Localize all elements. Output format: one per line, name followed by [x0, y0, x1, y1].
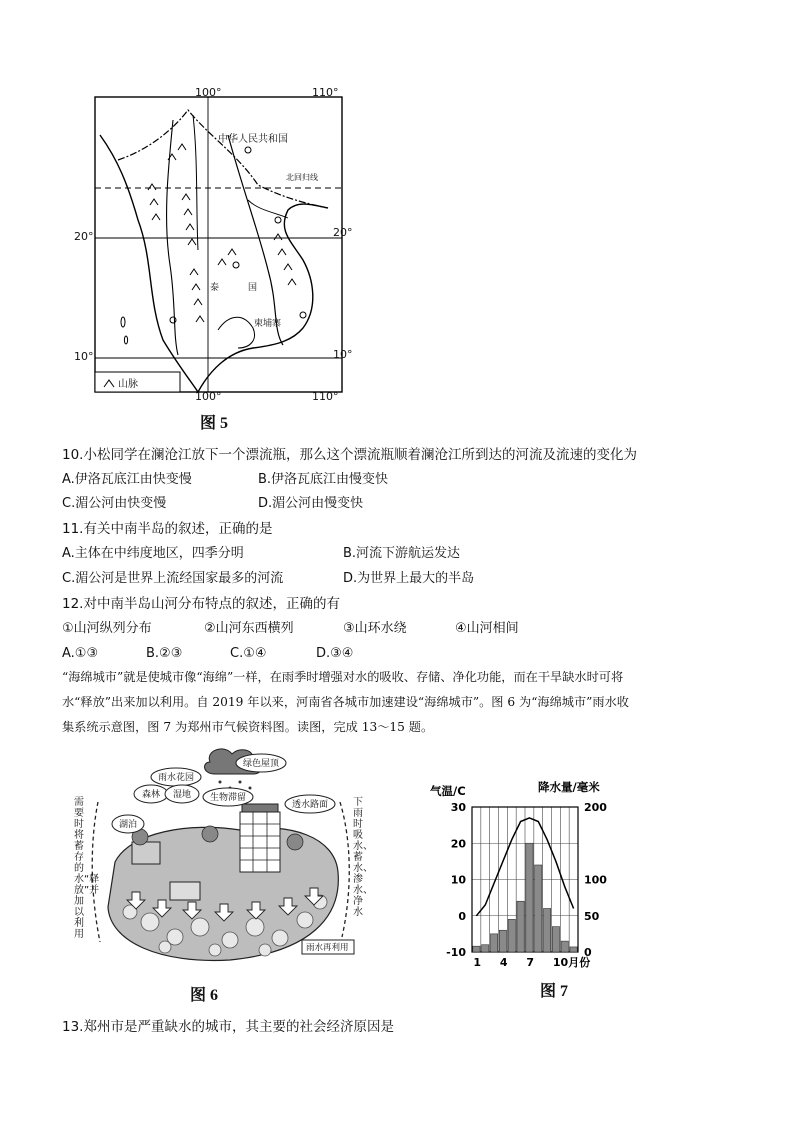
q11-option-d: D.为世界上最大的半岛: [343, 571, 475, 586]
right-tick-label: 100: [584, 873, 607, 887]
q12-option-c: C.①④: [230, 646, 267, 661]
passage-line-2: 水“释放”出来加以利用。自 2019 年以来，河南省各城市加速建设“海绵城市”。图 6 为“海绵城市”雨水收: [62, 695, 629, 709]
thailand-label-2: 国: [248, 283, 258, 293]
q12-item-4: ④山河相间: [455, 621, 519, 636]
figure-6: [70, 742, 373, 1007]
q10-option-b: B.伊洛瓦底江由慢变快: [258, 472, 389, 487]
lon-100-bottom: 100°: [195, 390, 222, 403]
reuse-label: 雨水再利用: [306, 943, 349, 953]
tropic-label: 北回归线: [286, 173, 318, 182]
lon-100-top: 100°: [195, 86, 222, 99]
passage-line-1: “海绵城市”就是使城市像“海绵”一样，在雨季时增强对水的吸收、存储、净化功能，而在干旱缺水时可将: [62, 670, 624, 684]
right-tick-label: 0: [584, 946, 592, 959]
q11-option-a: A.主体在中纬度地区，四季分明: [62, 546, 244, 561]
precip-bar: [490, 934, 497, 952]
figure-5: [74, 86, 353, 435]
precip-bar: [473, 946, 480, 952]
lat-10-right: 10°: [333, 348, 353, 361]
left-tick-label: -10: [446, 946, 466, 959]
question-10-stem: 10.小松同学在澜沧江放下一个漂流瓶，那么这个漂流瓶顺着澜沧江所到达的河流及流速的变化为: [62, 447, 637, 463]
precip-bar: [570, 947, 577, 952]
q12-item-3: ③山环水绕: [343, 621, 407, 636]
x-tick-label: 7: [526, 956, 535, 969]
q11-option-b: B.河流下游航运发达: [343, 546, 461, 561]
precip-bar: [526, 843, 533, 952]
precip-bar: [543, 909, 550, 953]
legend-mountain-label: 山脉: [118, 379, 138, 390]
precip-bar: [508, 919, 515, 952]
wetland-label: 湿地: [173, 790, 192, 800]
china-label: 中华人民共和国: [218, 134, 288, 145]
lat-20-right: 20°: [333, 226, 353, 239]
q10-option-a: A.伊洛瓦底江由快变慢: [62, 472, 192, 487]
precip-bar: [482, 945, 489, 952]
left-vertical-label: 需要时将蓄存的水“释放”并加以利用: [74, 797, 100, 940]
q12-option-b: B.②③: [146, 646, 183, 661]
forest-label: 森林: [142, 790, 161, 800]
thailand-label-1: 泰: [210, 283, 220, 293]
cambodia-label: 柬埔寨: [254, 319, 282, 329]
permeable-road-label: 透水路面: [292, 800, 329, 810]
left-tick-label: 20: [450, 837, 466, 851]
figure-6-caption: 图 6: [190, 987, 219, 1004]
q12-option-d: D.③④: [316, 646, 354, 661]
passage-line-3: 集系统示意图，图 7 为郑州市气候资料图。读图，完成 13～15 题。: [62, 720, 434, 734]
right-tick-label: 200: [584, 801, 607, 814]
figure-7: [420, 777, 620, 1007]
q10-option-c: C.湄公河由快变慢: [62, 496, 167, 511]
lat-20-left: 20°: [74, 230, 94, 243]
y-axis-left-title: 气温/C: [430, 784, 466, 798]
passage: [62, 665, 742, 740]
x-tick-label: 10月份: [552, 956, 591, 969]
q10-option-d: D.湄公河由慢变快: [258, 496, 364, 511]
left-tick-label: 30: [450, 801, 466, 814]
figure-5-caption: 图 5: [200, 415, 229, 432]
precip-bar: [561, 941, 568, 952]
question-13-stem: 13.郑州市是严重缺水的城市，其主要的社会经济原因是: [62, 1019, 394, 1035]
sponge-city-diagram: [70, 742, 373, 972]
question-12-stem: 12.对中南半岛山河分布特点的叙述，正确的有: [62, 596, 340, 612]
q12-item-2: ②山河东西横列: [204, 621, 294, 636]
right-tick-label: 50: [584, 909, 600, 923]
precip-bar: [517, 901, 524, 952]
q12-item-1: ①山河纵列分布: [62, 621, 152, 636]
q11-option-c: C.湄公河是世界上流经国家最多的河流: [62, 571, 284, 586]
right-vertical-label: 下雨时吸水、蓄水、渗水、净水: [353, 797, 373, 918]
rain-garden-label: 雨水花园: [158, 773, 195, 783]
y-axis-right-title: 降水量/毫米: [538, 780, 600, 794]
lon-110-bottom: 110°: [312, 390, 339, 403]
left-tick-label: 0: [458, 909, 466, 923]
bio-retention-label: 生物滞留: [210, 793, 247, 803]
question-11-stem: 11.有关中南半岛的叙述，正确的是: [62, 521, 273, 537]
left-tick-label: 10: [450, 873, 466, 887]
precip-bar: [535, 865, 542, 952]
lat-10-left: 10°: [74, 350, 94, 363]
x-tick-label: 4: [499, 956, 508, 969]
q12-option-a: A.①③: [62, 646, 99, 661]
climate-chart: [420, 777, 620, 977]
precip-bar: [552, 927, 559, 952]
green-roof-label: 绿色屋顶: [243, 759, 280, 769]
precip-bar: [499, 930, 506, 952]
lon-110-top: 110°: [312, 86, 339, 99]
x-tick-label: 1: [473, 956, 482, 969]
lake-label: 湖泊: [119, 820, 138, 830]
figure-7-caption: 图 7: [540, 983, 569, 1000]
